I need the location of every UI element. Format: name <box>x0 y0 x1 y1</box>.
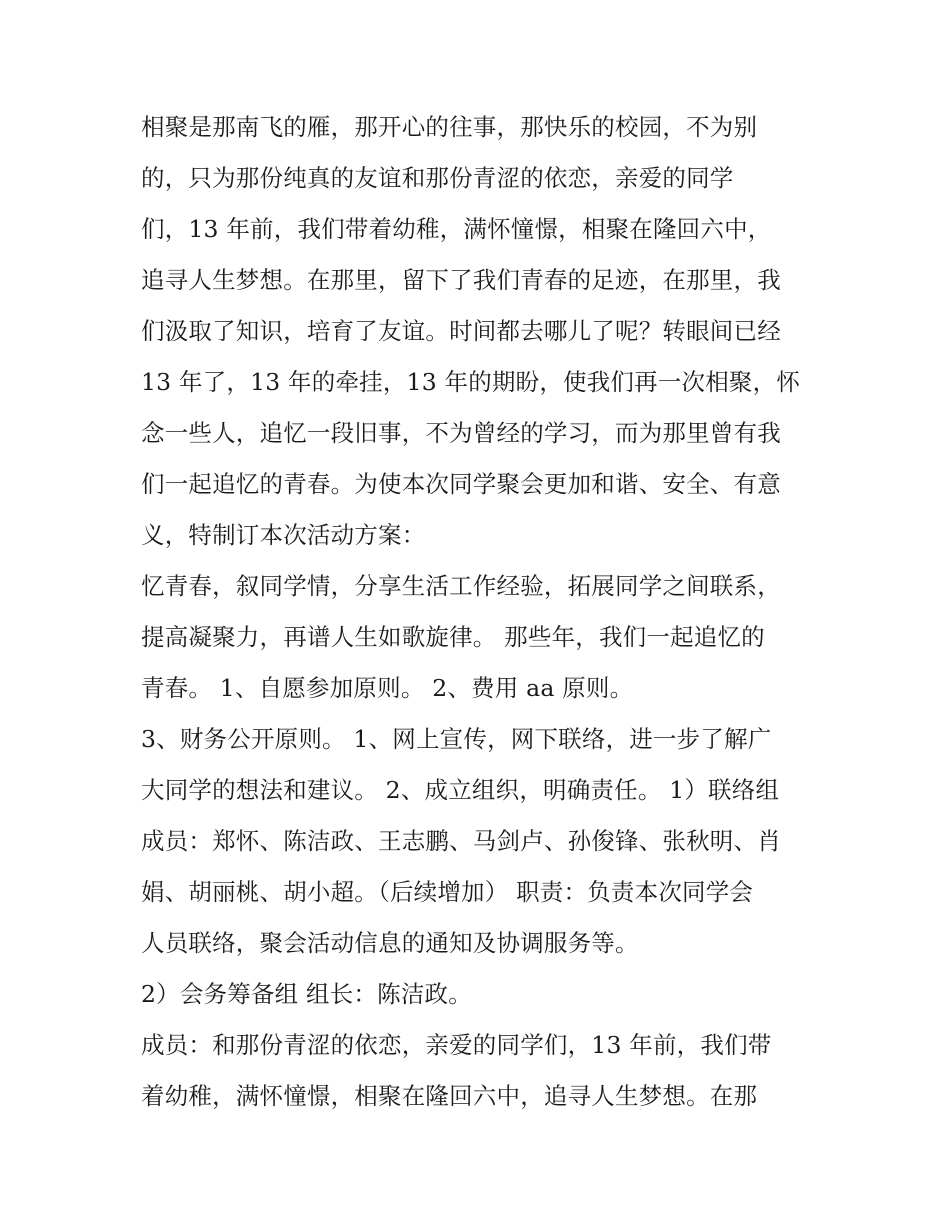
text-line: 着幼稚，满怀憧憬，相聚在隆回六中，追寻人生梦想。在那 <box>141 1082 758 1110</box>
text-line: 13 年了，13 年的牵挂，13 年的期盼，使我们再一次相聚，怀 <box>141 368 801 396</box>
text-line: 们，13 年前，我们带着幼稚，满怀憧憬，相聚在隆回六中， <box>141 215 772 243</box>
text-line: 们一起追忆的青春。为使本次同学聚会更加和谐、安全、有意 <box>141 470 781 498</box>
text-line: 忆青春，叙同学情，分享生活工作经验，拓展同学之间联系， <box>141 572 781 600</box>
text-line: 相聚是那南飞的雁，那开心的往事，那快乐的校园，不为别 <box>141 113 758 141</box>
text-line: 人员联络，聚会活动信息的通知及协调服务等。 <box>141 929 639 957</box>
text-line: 提高凝聚力，再谱人生如歌旋律。 那些年，我们一起追忆的 <box>141 623 765 651</box>
text-line: 们汲取了知识，培育了友谊。时间都去哪儿了呢？转眼间已经 <box>141 317 781 345</box>
text-line: 2）会务筹备组 组长：陈洁政。 <box>141 980 472 1008</box>
text-line: 成员：和那份青涩的依恋，亲爱的同学们，13 年前，我们带 <box>141 1031 772 1059</box>
text-line: 大同学的想法和建议。 2、成立组织，明确责任。 1）联络组 <box>141 776 780 804</box>
text-line: 3、财务公开原则。 1、网上宣传，网下联络，进一步了解广 <box>141 725 772 753</box>
text-line: 娟、胡丽桃、胡小超。（后续增加） 职责：负责本次同学会 <box>141 878 754 906</box>
text-line: 念一些人，追忆一段旧事，不为曾经的学习，而为那里曾有我 <box>141 419 781 447</box>
text-line: 的，只为那份纯真的友谊和那份青涩的依恋，亲爱的同学 <box>141 164 734 192</box>
text-line: 成员：郑怀、陈洁政、王志鹏、马剑卢、孙俊锋、张秋明、肖 <box>141 827 781 855</box>
text-line: 青春。 1、自愿参加原则。 2、费用 aa 原则。 <box>141 674 634 702</box>
text-line: 追寻人生梦想。在那里，留下了我们青春的足迹，在那里，我 <box>141 266 781 294</box>
text-line: 义，特制订本次活动方案： <box>141 521 426 549</box>
